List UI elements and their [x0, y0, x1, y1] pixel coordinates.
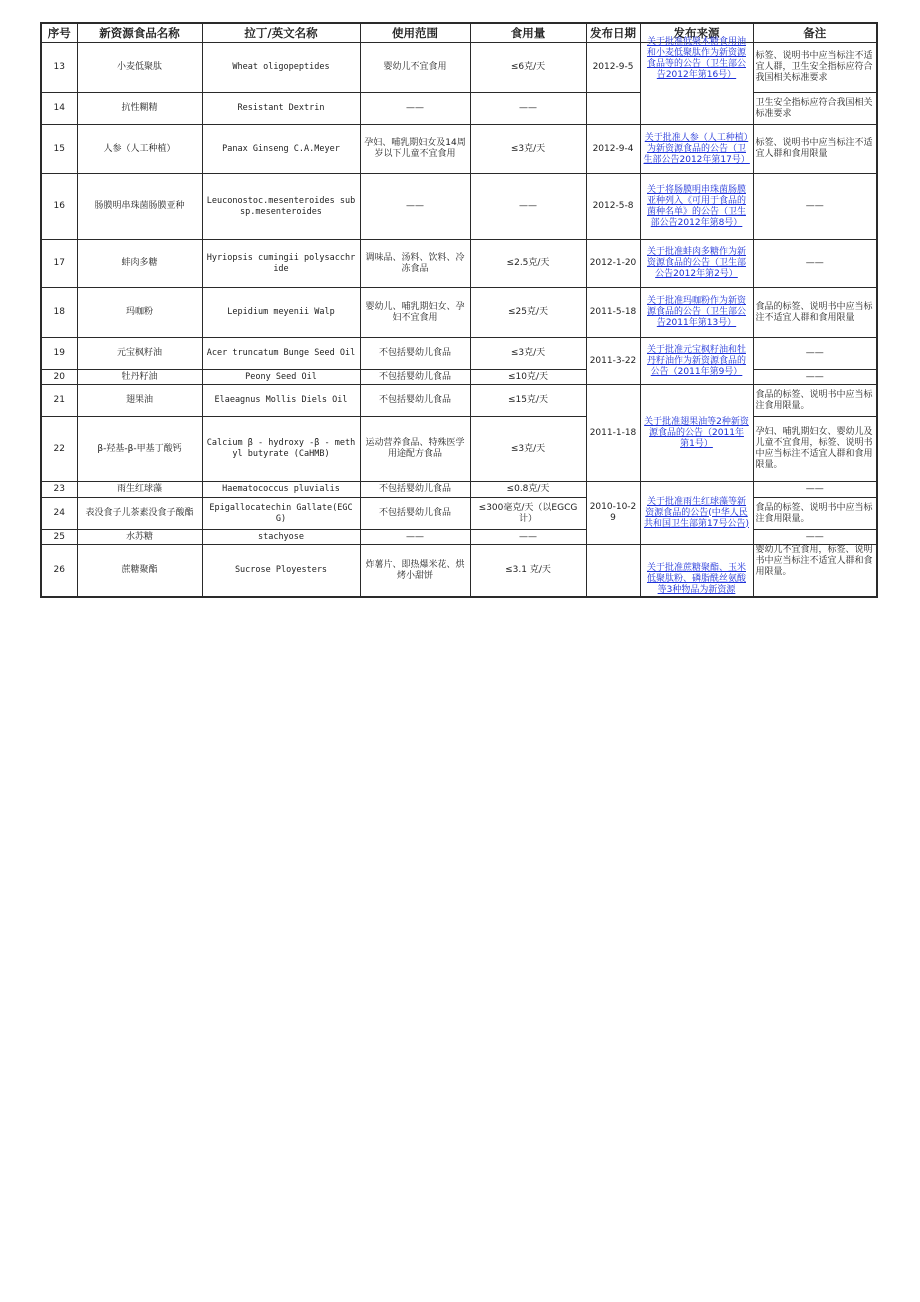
cell-note: ——	[753, 530, 877, 545]
table-row	[41, 385, 877, 417]
cell-latin: Peony Seed Oil	[202, 370, 360, 385]
cell-latin: Panax Ginseng C.A.Meyer	[202, 125, 360, 174]
cell-date-empty	[586, 93, 640, 125]
cell-no: 17	[41, 240, 77, 288]
cell-name: 抗性糊精	[77, 93, 202, 125]
cell-amount: ——	[470, 93, 586, 125]
cell-latin: Haematococcus pluvialis	[202, 482, 360, 498]
source-link[interactable]: 关于批准低聚木糖食用油和小麦低聚肽作为新资源食品等的公告（卫生部公告2012年第16号）	[646, 37, 746, 80]
cell-latin: stachyose	[202, 530, 360, 545]
cell-scope: 不包括婴幼儿食品	[360, 482, 470, 498]
source-link[interactable]: 关于批准翅果油等2种新资源食品的公告（2011年 第1号）	[644, 416, 749, 449]
cell-scope: 不包括婴幼儿食品	[360, 370, 470, 385]
cell-date: 2012-5-8	[586, 174, 640, 240]
table-row	[41, 338, 877, 370]
cell-source	[640, 482, 753, 545]
cell-note: 标签、说明书中应当标注不适宜人群和食用限量	[753, 125, 877, 174]
cell-amount: ≤3克/天	[470, 338, 586, 370]
cell-latin: Epigallocatechin Gallate(EGCG)	[202, 498, 360, 530]
source-link[interactable]: 关于批准玛咖粉作为新资源食品的公告（卫生部公告2011年第13号）	[646, 296, 746, 328]
cell-latin: Wheat oligopeptides	[202, 43, 360, 93]
cell-scope: 不包括婴幼儿食品	[360, 498, 470, 530]
cell-name: 蔗糖聚酯	[77, 545, 202, 598]
cell-note: ——	[753, 482, 877, 498]
header-name: 新资源食品名称	[77, 23, 202, 43]
cell-source	[640, 338, 753, 385]
cell-no: 14	[41, 93, 77, 125]
table-row	[41, 240, 877, 288]
cell-note: ——	[753, 240, 877, 288]
header-source: 发布来源	[640, 23, 753, 43]
header-amount: 食用量	[470, 23, 586, 43]
cell-scope: 孕妇、哺乳期妇女及14周岁以下儿童不宜食用	[360, 125, 470, 174]
header-date: 发布日期	[586, 23, 640, 43]
cell-date: 2012-9-5	[586, 43, 640, 93]
cell-no: 24	[41, 498, 77, 530]
header-note: 备注	[753, 23, 877, 43]
cell-latin: Leuconostoc.mesenteroides subsp.mesenteroides	[202, 174, 360, 240]
cell-source	[640, 37, 753, 125]
source-link[interactable]: 关于批准元宝枫籽油和牡丹籽油作为新资源食品的公告（2011年第9号）	[646, 344, 746, 377]
cell-name: 蚌肉多糖	[77, 240, 202, 288]
cell-no: 21	[41, 385, 77, 417]
cell-name: 玛咖粉	[77, 288, 202, 338]
cell-date: 2011-5-18	[586, 288, 640, 338]
cell-amount: ——	[470, 174, 586, 240]
cell-no: 18	[41, 288, 77, 338]
cell-scope: 炸薯片、即热爆米花、烘烤小甜饼	[360, 545, 470, 598]
table-row	[41, 174, 877, 240]
cell-amount: ≤6克/天	[470, 43, 586, 93]
cell-name: 水苏糖	[77, 530, 202, 545]
source-link[interactable]: 关于将肠膜明串珠菌肠膜亚种列入《可用于食品的菌种名单》的公告（卫生部公告2012年第8号）	[646, 184, 746, 228]
table-row	[41, 43, 877, 93]
cell-amount: ≤25克/天	[470, 288, 586, 338]
cell-name: 翅果油	[77, 385, 202, 417]
spreadsheet-page	[40, 22, 876, 598]
cell-no: 20	[41, 370, 77, 385]
cell-name: 表没食子儿茶素没食子酸酯	[77, 498, 202, 530]
source-link[interactable]: 关于批准蚌肉多糖作为新资源食品的公告（卫生部公告2012年第2号）	[646, 247, 746, 279]
source-link[interactable]: 关于批准人参（人工种植）为新资源食品的公告（卫生部公告2012年第17号）	[643, 132, 750, 165]
cell-name: 肠膜明串珠菌肠膜亚种	[77, 174, 202, 240]
source-link[interactable]: 关于批准蔗糖聚酯、玉米低聚肽粉、磷脂酰丝氨酸等3种物品为新资源	[646, 563, 746, 595]
table-row	[41, 545, 877, 598]
cell-note: 卫生安全指标应符合我国相关标准要求	[753, 93, 877, 125]
cell-scope: 运动营养食品、特殊医学用途配方食品	[360, 417, 470, 482]
cell-name: 牡丹籽油	[77, 370, 202, 385]
cell-name: 雨生红球藻	[77, 482, 202, 498]
cell-source	[640, 240, 753, 288]
cell-no: 22	[41, 417, 77, 482]
cell-scope: 不包括婴幼儿食品	[360, 338, 470, 370]
header-row	[41, 23, 877, 43]
cell-date: 2011-1-18	[586, 385, 640, 482]
cell-scope: 婴幼儿不宜食用	[360, 43, 470, 93]
cell-scope: ——	[360, 530, 470, 545]
cell-amount: ≤3.1 克/天	[470, 545, 586, 598]
cell-source	[640, 174, 753, 240]
cell-scope: 婴幼儿、哺乳期妇女、孕妇不宜食用	[360, 288, 470, 338]
new-resource-food-table	[40, 22, 878, 598]
cell-name: β-羟基-β-甲基丁酸钙	[77, 417, 202, 482]
cell-note: ——	[753, 338, 877, 370]
cell-date: 2010-10-29	[586, 482, 640, 545]
cell-scope: 调味品、汤料、饮料、冷冻食品	[360, 240, 470, 288]
cell-note: 食品的标签、说明书中应当标注食用限量。	[753, 385, 877, 417]
cell-note: 食品的标签、说明书中应当标注不适宜人群和食用限量	[753, 288, 877, 338]
cell-source	[640, 125, 753, 174]
cell-no: 26	[41, 545, 77, 598]
cell-source	[640, 288, 753, 338]
cell-latin: Acer truncatum Bunge Seed Oil	[202, 338, 360, 370]
cell-name: 小麦低聚肽	[77, 43, 202, 93]
cell-note: ——	[753, 174, 877, 240]
cell-date: 2011-3-22	[586, 338, 640, 385]
table-row	[41, 288, 877, 338]
cell-amount: ≤10克/天	[470, 370, 586, 385]
cell-note: 食品的标签、说明书中应当标注食用限量。	[753, 498, 877, 530]
header-no: 序号	[41, 23, 77, 43]
cell-source	[640, 385, 753, 482]
cell-latin: Resistant Dextrin	[202, 93, 360, 125]
cell-scope: 不包括婴幼儿食品	[360, 385, 470, 417]
table-row	[41, 482, 877, 498]
cell-note: 标签、说明书中应当标注不适宜人群，卫生安全指标应符合我国相关标准要求	[753, 43, 877, 93]
table-row	[41, 125, 877, 174]
cell-no: 13	[41, 43, 77, 93]
cell-date: 2012-9-4	[586, 125, 640, 174]
cell-note: ——	[753, 370, 877, 385]
cell-date: 2012-1-20	[586, 240, 640, 288]
cell-latin: Elaeagnus Mollis Diels Oil	[202, 385, 360, 417]
cell-latin: Calcium β - hydroxy -β - methyl butyrate (CaHMB)	[202, 417, 360, 482]
cell-note: 婴幼儿不宜食用，标签、说明书中应当标注不适宜人群和食用限量。	[753, 545, 877, 598]
cell-no: 19	[41, 338, 77, 370]
cell-no: 16	[41, 174, 77, 240]
cell-name: 人参（人工种植）	[77, 125, 202, 174]
cell-latin: Lepidium meyenii Walp	[202, 288, 360, 338]
cell-amount: ≤2.5克/天	[470, 240, 586, 288]
cell-no: 15	[41, 125, 77, 174]
cell-amount: ≤3克/天	[470, 417, 586, 482]
cell-note: 孕妇、哺乳期妇女、婴幼儿及儿童不宜食用，标签、说明书中应当标注不适宜人群和食用限量。	[753, 417, 877, 482]
cell-name: 元宝枫籽油	[77, 338, 202, 370]
cell-amount: ——	[470, 530, 586, 545]
cell-no: 25	[41, 530, 77, 545]
cell-no: 23	[41, 482, 77, 498]
cell-scope: ——	[360, 174, 470, 240]
source-link[interactable]: 关于批准雨生红球藻等新资源食品的公告(中华人民共和国卫生部第17号公告)	[644, 496, 749, 529]
cell-date-empty	[586, 545, 640, 598]
header-latin: 拉丁/英文名称	[202, 23, 360, 43]
cell-latin: Hyriopsis cumingii polysacchride	[202, 240, 360, 288]
cell-latin: Sucrose Ployesters	[202, 545, 360, 598]
cell-amount: ≤3克/天	[470, 125, 586, 174]
cell-scope: ——	[360, 93, 470, 125]
cell-source	[640, 545, 753, 598]
cell-amount: ≤0.8克/天	[470, 482, 586, 498]
cell-amount: ≤15克/天	[470, 385, 586, 417]
header-scope: 使用范围	[360, 23, 470, 43]
cell-amount: ≤300毫克/天（以EGCG计）	[470, 498, 586, 530]
